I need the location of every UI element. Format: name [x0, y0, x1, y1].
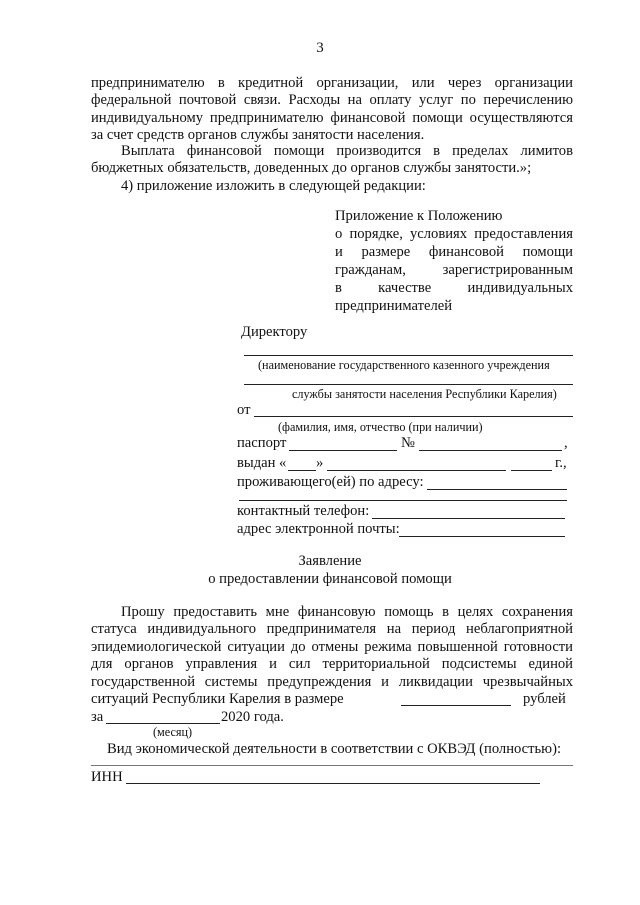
request-paragraph	[91, 604, 573, 691]
institution-caption: (наименование государственного казенного учреждения	[258, 358, 550, 372]
phone-label: контактный телефон:	[237, 503, 370, 519]
issued-day-line[interactable]	[288, 470, 316, 471]
period-suffix: 2020 года.	[221, 709, 284, 725]
address-line[interactable]	[427, 489, 567, 490]
intro-paragraph	[91, 75, 573, 145]
month-line[interactable]	[106, 723, 220, 724]
request-line: эпидемиологической ситуации до отмены режима повышенной готовности	[91, 638, 573, 655]
payment-line: Выплата финансовой помощи производится в пределах лимитов	[121, 143, 573, 159]
request-line: для органов управления и сил территориальной подсистемы единой	[91, 656, 573, 673]
service-line[interactable]	[244, 384, 573, 385]
statement-subtitle: о предоставлении финансовой помощи	[208, 571, 452, 587]
amount-prefix: ситуаций Республики Карелия в размере	[91, 691, 344, 707]
issued-quote-close: »	[316, 455, 324, 471]
passport-label: паспорт	[237, 435, 287, 451]
residing-label: проживающего(ей) по адресу:	[237, 474, 424, 490]
issued-label: выдан «	[237, 455, 287, 471]
request-line: статуса индивидуального предпринимателя на период неблагоприятной	[91, 621, 573, 638]
phone-line[interactable]	[372, 518, 565, 519]
address-line-2[interactable]	[239, 500, 567, 501]
institution-line[interactable]	[244, 355, 573, 356]
number-label: №	[401, 435, 415, 451]
item-4: 4) приложение изложить в следующей редакции:	[121, 178, 426, 194]
director-label: Директору	[241, 324, 308, 340]
inn-line[interactable]	[126, 783, 540, 784]
payment-line: бюджетных обязательств, доведенных до органов службы занятости.»;	[91, 160, 532, 177]
payment-paragraph	[91, 143, 573, 178]
annex-line: в качестве индивидуальных	[335, 280, 573, 296]
month-caption: (месяц)	[153, 725, 193, 739]
issued-year-line[interactable]	[511, 470, 552, 471]
fio-caption: (фамилия, имя, отчество (при наличии)	[278, 420, 483, 434]
okved-fill-line[interactable]	[91, 765, 573, 766]
request-line: Прошу предоставить мне финансовую помощь в целях сохранения	[121, 604, 573, 620]
email-label: адрес электронной почты:	[237, 521, 400, 537]
annex-line: и размере финансовой помощи	[335, 244, 573, 260]
passport-number-line[interactable]	[419, 450, 562, 451]
amount-line[interactable]	[401, 705, 511, 706]
annex-line: предпринимателей	[335, 298, 453, 314]
annex-line: гражданам, зарегистрированным	[335, 262, 573, 278]
page-number: 3	[316, 40, 324, 56]
passport-series-line[interactable]	[289, 450, 397, 451]
statement-title: Заявление	[298, 553, 362, 569]
service-caption: службы занятости населения Республики Карелия)	[292, 387, 557, 401]
from-label: от	[237, 402, 251, 418]
annex-line: Приложение к Положению	[335, 208, 503, 224]
comma: ,	[564, 435, 568, 451]
intro-line: предпринимателю в кредитной организации, или через организации	[91, 75, 573, 91]
request-line: государственной системы предупреждения и ликвидации чрезвычайных	[91, 673, 573, 690]
from-line[interactable]	[254, 416, 573, 417]
email-line[interactable]	[399, 536, 565, 537]
year-suffix: г.,	[555, 455, 567, 471]
inn-label: ИНН	[91, 769, 123, 785]
period-prefix: за	[91, 709, 104, 725]
intro-line: индивидуальному предпринимателю финансовой помощи осуществляются	[91, 109, 573, 126]
amount-suffix: рублей	[523, 691, 566, 707]
issued-month-line[interactable]	[327, 470, 506, 471]
intro-line: за счет средств органов службы занятости населения.	[91, 127, 425, 144]
annex-line: о порядке, условиях предоставления	[335, 226, 573, 242]
intro-line: федеральной почтовой связи. Расходы на оплату услуг по перечислению	[91, 92, 573, 109]
okved-line: Вид экономической деятельности в соответствии с ОКВЭД (полностью):	[107, 741, 562, 757]
annex-block	[335, 207, 573, 315]
